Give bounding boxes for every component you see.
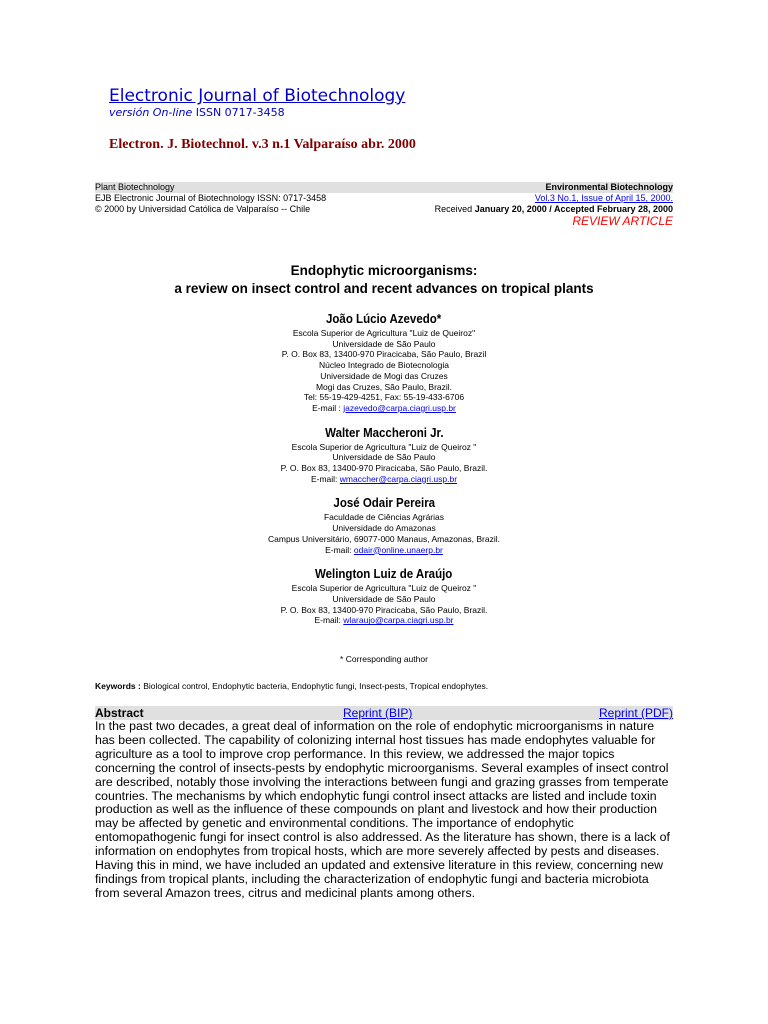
issue-link[interactable]: Vol.3 No.1, Issue of April 15, 2000. — [534, 193, 673, 203]
title-line-1: Endophytic microorganisms: — [290, 263, 478, 278]
affiliation-line: Universidade de São Paulo — [332, 338, 436, 349]
citation: Electron. J. Biotechnol. v.3 n.1 Valparaíso abr. 2000 — [109, 137, 416, 152]
affiliation-line: Universidade de São Paulo — [332, 452, 436, 463]
email-label: E-mail: — [310, 473, 338, 484]
author-list — [0, 310, 768, 636]
affiliation-line: Campus Universitário, 69077-000 Manaus, Amazonas, Brazil. — [268, 533, 500, 544]
author-name: João Lúcio Azevedo* — [326, 312, 442, 326]
keywords — [95, 681, 488, 691]
author-name: José Odair Pereira — [333, 496, 435, 511]
author-block — [0, 565, 768, 626]
affiliation-line: P. O. Box 83, 13400-970 Piracicaba, São Paulo, Brazil. — [280, 463, 488, 474]
affiliation-line: Tel: 55-19-429-4251, Fax: 55-19-433-6706 — [303, 392, 465, 403]
author-block — [0, 494, 768, 555]
subject-category: Plant Biotechnology — [95, 182, 175, 192]
journal-issn-line: EJB Electronic Journal of Biotechnology ISSN: 0717-3458 — [95, 193, 327, 203]
email-line — [0, 403, 768, 414]
issn-line — [109, 106, 405, 120]
abstract-text: In the past two decades, a great deal of information on the role of endophytic microorganisms in nature has been collected. The capability of colonizing internal host tissues has made endophytes valuable for agriculture as a tool to improve crop performance. In this review, we addressed the major topics concerning the control of insects-pests by endophytic microorganisms. Several examples of insect control are described, notably those involving the interactions between fungi and grazing grasses from temperate countries. The mechanisms by which endophytic fungi control insect attacks are listed and include toxin production as well as the influence of these compounds on plant and livestock and how their production may be affected by genetic and environmental conditions. The importance of endophytic entomopathogenic fungi for insect control is also addressed. As the literature has shown, there is a lack of information on endophytes from tropical hosts, which are more severely affected by pests and diseases. Having this in mind, we have included an updated and extensive literature in this review, concerning new findings from tropical plants, including the characterization of endophytic fungi and bacteria microbiota from several Amazon trees, citrus and medicinal plants among others. — [95, 719, 670, 900]
reprint-pdf-link[interactable]: Reprint (PDF) — [598, 706, 673, 720]
author-block — [0, 310, 768, 414]
corresponding-author-note: * Corresponding author — [340, 654, 428, 664]
affiliation-line: Mogi das Cruzes, São Paulo, Brazil. — [315, 381, 453, 392]
affiliation-line: Escola Superior de Agricultura "Luiz de Queiroz" — [292, 328, 476, 338]
email-link[interactable]: jazevedo@carpa.ciagri.usp.br — [343, 402, 456, 413]
journal-title-link[interactable]: Electronic Journal of Biotechnology — [109, 86, 406, 106]
email-link[interactable]: wlaraujo@carpa.ciagri.usp.br — [343, 615, 454, 626]
reprint-bip-link[interactable]: Reprint (BIP) — [343, 706, 413, 720]
affiliation-line: Escola Superior de Agricultura "Luiz de Queiroz " — [291, 441, 477, 452]
author-name: Walter Maccheroni Jr. — [324, 425, 444, 440]
affiliation-line: Universidade de Mogi das Cruzes — [320, 370, 448, 381]
email-line — [0, 474, 768, 485]
keywords-label: Keywords : — [95, 681, 141, 691]
email-label: E-mail : — [312, 402, 341, 413]
affiliation-line: P. O. Box 83, 13400-970 Piracicaba, São Paulo, Brazil. — [280, 604, 488, 615]
abstract-header — [95, 706, 673, 720]
meta-row-2 — [95, 193, 673, 204]
masthead — [109, 86, 405, 120]
email-line — [0, 615, 768, 626]
affiliation-line: Escola Superior de Agricultura "Luiz de Queiroz " — [291, 583, 477, 594]
meta-row-1 — [95, 182, 673, 193]
received-dates: January 20, 2000 / Accepted February 28, 2000 — [474, 204, 673, 214]
copyright-line: © 2000 by Universidad Católica de Valparaíso -- Chile — [95, 204, 311, 214]
received-label: Received — [434, 204, 473, 214]
article-meta — [95, 182, 673, 215]
email-label: E-mail: — [314, 615, 341, 626]
affiliation-line: Faculdade de Ciências Agrárias — [323, 512, 444, 523]
abstract-label: Abstract — [95, 706, 144, 720]
title-line-2: a review on insect control and recent advances on tropical plants — [174, 281, 594, 296]
version-label: versión On-line — [109, 106, 193, 119]
affiliation-line: Universidade do Amazonas — [332, 523, 436, 534]
article-title — [0, 262, 768, 298]
review-type: REVIEW ARTICLE — [572, 214, 673, 228]
email-label: E-mail: — [325, 544, 352, 555]
email-line — [0, 545, 768, 556]
email-link[interactable]: odair@online.unaerp.br — [353, 544, 443, 555]
author-name: Welington Luiz de Araújo — [315, 567, 453, 582]
email-link[interactable]: wmaccher@carpa.ciagri.usp.br — [339, 473, 458, 484]
author-block — [0, 424, 768, 485]
affiliation-line: Núcleo Integrado de Biotecnologia — [319, 360, 449, 371]
affiliation-line: P. O. Box 83, 13400-970 Piracicaba, São Paulo, Brazil — [281, 349, 487, 360]
keywords-text: Biological control, Endophytic bacteria, Endophytic fungi, Insect-pests, Tropical endophytes. — [143, 681, 489, 691]
section-label: Environmental Biotechnology — [545, 182, 673, 192]
issn: ISSN 0717-3458 — [195, 106, 285, 119]
affiliation-line: Universidade de São Paulo — [332, 593, 436, 604]
